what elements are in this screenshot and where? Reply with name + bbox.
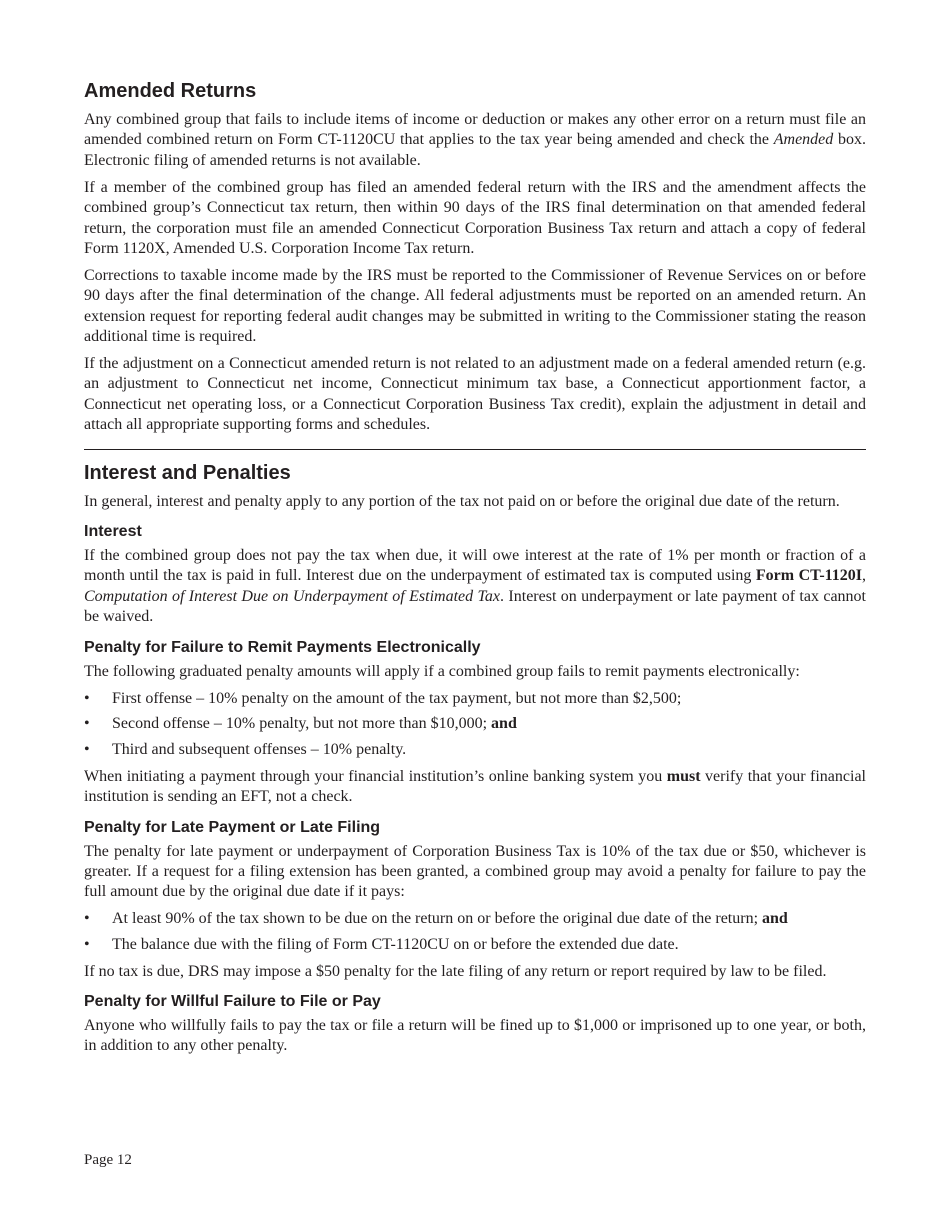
amended-paragraph-1: Any combined group that fails to include items of income or deduction or makes any other error on a return must file an amended combined return on Form CT-1120CU that applies to the tax year being amended and check the Amended box. Electronic filing of amended returns is not available. xyxy=(84,111,866,169)
interest-penalties-intro: In general, interest and penalty apply to any portion of the tax not paid on or before the original due date of the return. xyxy=(84,492,840,510)
amended-returns-section xyxy=(84,78,866,436)
list-item: • At least 90% of the tax shown to be due on the return on or before the original due date of the return; and xyxy=(84,909,866,929)
efile-penalty-list xyxy=(84,689,866,761)
late-penalty-intro: The penalty for late payment or underpayment of Corporation Business Tax is 10% of the tax due or $50, whichever is greater. If a request for a filing extension has been granted, a combined group may avoid a penalty for failure to pay the full amount due by the original due date if it pays: xyxy=(84,842,866,901)
bullet-icon: • xyxy=(84,715,90,733)
late-penalty-note: If no tax is due, DRS may impose a $50 penalty for the late filing of any return or report required by law to be filed. xyxy=(84,962,827,980)
section-divider xyxy=(84,449,866,450)
list-item: • First offense – 10% penalty on the amount of the tax payment, but not more than $2,500; xyxy=(84,689,866,709)
late-penalty-list xyxy=(84,909,866,955)
bullet-icon: • xyxy=(84,689,90,707)
interest-heading: Interest xyxy=(84,523,142,540)
interest-paragraph: If the combined group does not pay the tax when due, it will owe interest at the rate of 1% per month or fraction of a month until the tax is paid in full. Interest due on the underpayment of estimated tax is computed using Form CT-1120I, Computation of Interest Due on Underpayment of Estimated Tax. Interest on underpayment or late payment of tax cannot be waived. xyxy=(84,547,867,626)
list-item: • The balance due with the filing of Form CT-1120CU on or before the extended due date. xyxy=(84,935,866,955)
willful-penalty-paragraph: Anyone who willfully fails to pay the tax or file a return will be fined up to $1,000 or imprisoned up to one year, or both, in addition to any other penalty. xyxy=(84,1017,866,1055)
interest-penalties-section xyxy=(84,460,866,1057)
bullet-icon: • xyxy=(84,910,90,928)
bullet-icon: • xyxy=(84,936,90,954)
late-penalty-heading: Penalty for Late Payment or Late Filing xyxy=(84,818,381,836)
amended-paragraph-2: If a member of the combined group has filed an amended federal return with the IRS and the amendment affects the combined group’s Connecticut tax return, then within 90 days of the IRS final determination on that amended federal return, the corporation must file an amended Connecticut Corporation Business Tax return and attach a copy of federal Form 1120X, Amended U.S. Corporation Income Tax return. xyxy=(84,178,866,257)
document-page xyxy=(84,78,866,1063)
list-item: • Third and subsequent offenses – 10% penalty. xyxy=(84,740,866,760)
efile-penalty-heading: Penalty for Failure to Remit Payments Electronically xyxy=(84,638,481,656)
amended-paragraph-4: If the adjustment on a Connecticut amended return is not related to an adjustment made on a federal amended return (e.g. an adjustment to Connecticut net income, Connecticut minimum tax base, a Connecticut apportionment factor, a Connecticut net operating loss, or a Connecticut Corporation Business Tax credit), explain the adjustment in detail and attach all appropriate supporting forms and schedules. xyxy=(84,354,866,434)
willful-penalty-heading: Penalty for Willful Failure to File or Pay xyxy=(84,993,381,1010)
efile-penalty-note: When initiating a payment through your financial institution’s online banking system you must verify that your financial institution is sending an EFT, not a check. xyxy=(84,767,867,806)
interest-penalties-heading: Interest and Penalties xyxy=(84,461,291,484)
page-number: Page 12 xyxy=(84,1152,132,1168)
amended-paragraph-3: Corrections to taxable income made by the IRS must be reported to the Commissioner of Revenue Services on or before 90 days after the final determination of the change. All federal adjustments must be reported on an amended return. An extension request for reporting federal audit changes may be submitted in writing to the Commissioner stating the reason additional time is required. xyxy=(84,266,866,346)
list-item: • Second offense – 10% penalty, but not more than $10,000; and xyxy=(84,714,866,734)
efile-penalty-intro: The following graduated penalty amounts will apply if a combined group fails to remit payments electronically: xyxy=(84,662,800,680)
amended-returns-heading: Amended Returns xyxy=(84,80,257,102)
bullet-icon: • xyxy=(84,741,90,759)
